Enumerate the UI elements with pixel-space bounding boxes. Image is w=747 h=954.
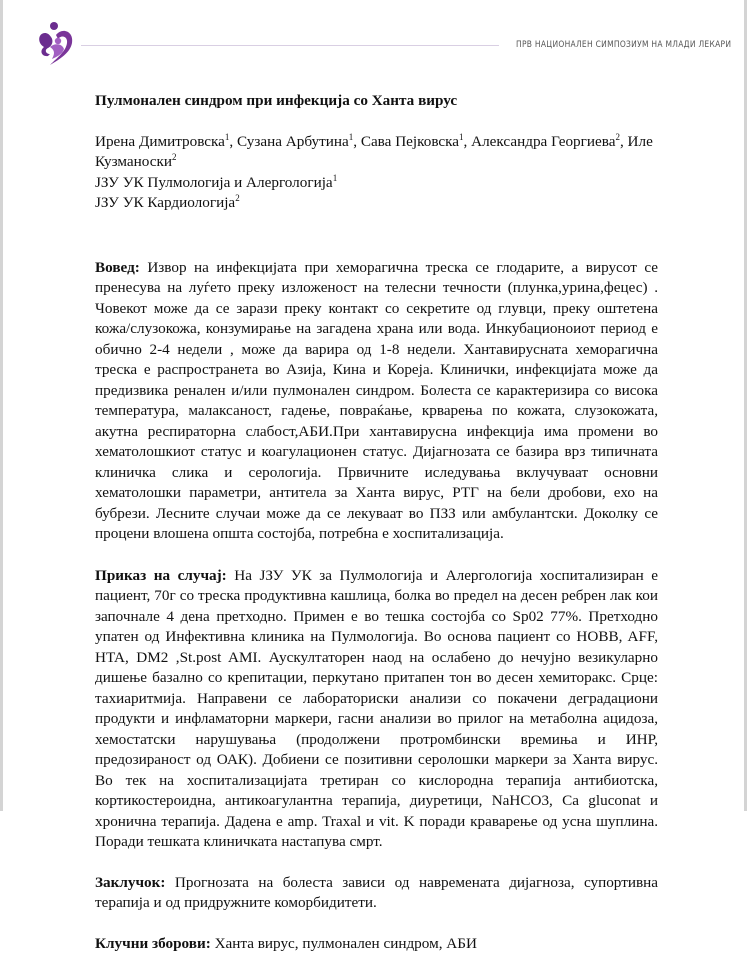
author-block — [95, 132, 658, 214]
article-title: Пулмонален синдром при инфекција со Ханта вирус — [95, 91, 658, 112]
section-label: Вовед: — [95, 259, 140, 276]
author: Сузана Арбутина — [237, 133, 349, 150]
affiliation-number: 2 — [235, 193, 240, 203]
affiliation-text: ЈЗУ УК Пулмологија и Алергологија — [95, 174, 333, 191]
affiliation — [95, 193, 658, 214]
affiliation — [95, 173, 658, 194]
section-text: На ЈЗУ УК за Пулмологија и Алергологија хоспитализиран е пациент, 70г со треска продуктивна кашлица, болка во предел на десен ребрен лак кои започнале 4 дена претходно. Примен е во тешка состојба со Sp02 77%. Претходно упатен од Инфективна клиника на Пулмологија. Во основа пациент со HOBB, AFF, HTA, DM2 ,St.post AMI. Аускултаторен наод на ослабено до нечујно везикуларно дишење базално со крепитации, перкутано притапен тон во десен хемиторакс. Срце: тахиаритмија. Направени се лабораториски анализи со покачени деградациони продукти и инфламаторни маркери, гасни анализи во прилог на метаболна ацидоза, хемостатски нарушувања (продолжени протромбински времиња и ИНР, предозираност од ОАК). Добиени се позитивни серолошки маркери за Ханта вирус. Во тек на хоспитализацијата третиран со кислородна терапија антибиотска, кортикостероидна, антикоагулантна терапија, диуретици, NaHCO3, Ca gluconat и хронична терапија. Дадена е amp. Traxal и vit. K поради краварење од усна шуплина. Поради тешката клиничката настапува смрт. — [95, 567, 658, 851]
article-content — [95, 91, 658, 954]
author-affiliation-mark: 1 — [349, 132, 354, 142]
section-text: Прогнозата на болеста зависи од навремената дијагноза, супортивна терапија и од придружните коморбидитети. — [95, 874, 658, 912]
author: Ирена Димитровска — [95, 133, 225, 150]
symposium-title: ПРВ НАЦИОНАЛЕН СИМПОЗИУМ НА МЛАДИ ЛЕКАРИ — [516, 39, 731, 50]
section-label: Клучни зборови: — [95, 935, 211, 952]
section-text: Ханта вирус, пулмонален синдром, АБИ — [211, 935, 477, 952]
author: Александра Георгиева — [471, 133, 615, 150]
author-affiliation-mark: 2 — [615, 132, 620, 142]
section-keywords — [95, 934, 658, 954]
affiliation-number: 1 — [333, 173, 338, 183]
section-label: Заклучок: — [95, 874, 165, 891]
author: Иле Кузманоски — [95, 133, 653, 171]
author-list: Ирена Димитровска$^1$, Сузана Арбутина$^1$, Сава Пејковска$^1$, Александра Георгиева$^2$, Иле Кузманоски$^2$ — [95, 133, 653, 171]
author-affiliation-mark: 1 — [459, 132, 464, 142]
section-conclusion — [95, 873, 658, 914]
section-case-report — [95, 566, 658, 853]
header-rule — [81, 45, 499, 46]
author-affiliation-mark: 1 — [225, 132, 230, 142]
author: Сава Пејковска — [361, 133, 459, 150]
affiliation-text: ЈЗУ УК Кардиологија — [95, 194, 235, 211]
heart-people-logo-icon — [36, 21, 76, 67]
author-affiliation-mark: 2 — [172, 152, 177, 162]
section-text: Извор на инфекцијата при хеморагична треска се глодарите, а вирусот се пренесува на луѓето преку изложеност на телесни течности (плунка,урина,фецес) . Човекот може да се зарази преку контакт со секретите од глувци, преку оштетена кожа/слузокожа, конзумирање на загадена храна или вода. Инкубационоиот период е обично 2-4 недели , може да варира од 1-8 недели. Хантавирусната хеморагична треска е распространета во Азија, Кина и Кореја. Клинички, инфекцијата може да предизвика ренален и/или пулмонален синдром. Болеста се карактеризира со висока температура, малаксаност, гадење, повраќање, крварења по кожата, слузокожата, акутна респираторна слабост,АБИ.При хантавирусна инфекција има промени во хематолошкиот статус и коагулационен статус. Дијагнозата се базира врз типичната клиничка слика и серологија. Првичните иследувања вклучуваат основни хематолошки параметри, антитела за Ханта вирус, РТГ на бели дробови, ехо на бубрези. Лесните случаи може да се лекуваат во ПЗЗ или амбулантски. Доколку се процени влошена општа состојба, потребна е хоспитализација. — [95, 259, 658, 543]
section-introduction — [95, 258, 658, 545]
section-label: Приказ на случај: — [95, 567, 227, 584]
